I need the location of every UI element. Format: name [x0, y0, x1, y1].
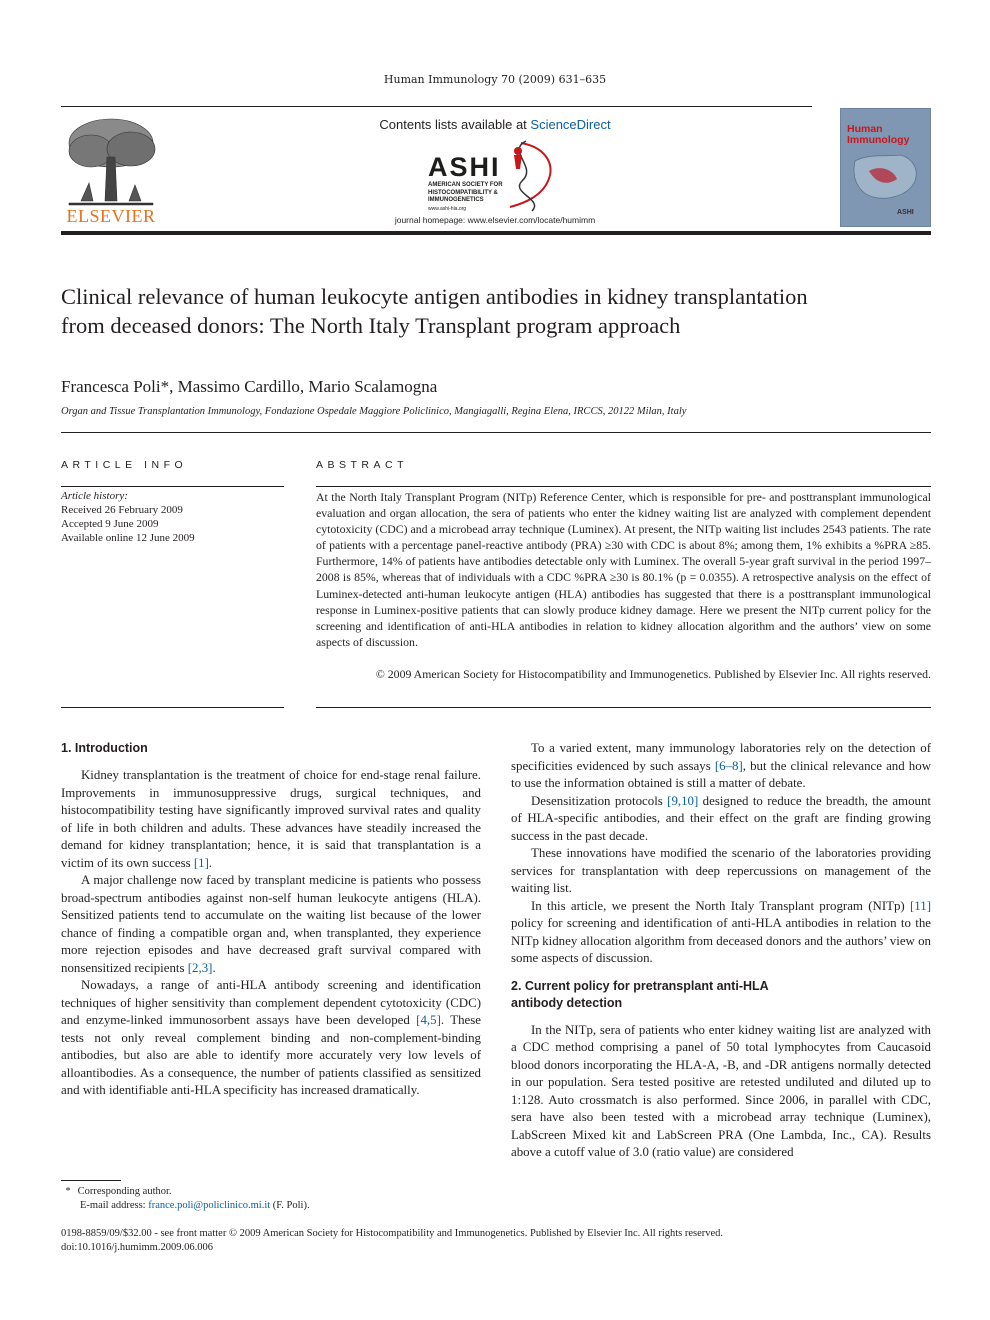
abstract-heading: ABSTRACT	[316, 459, 409, 471]
masthead-rule	[61, 231, 931, 235]
email-suffix: (F. Poli).	[270, 1200, 310, 1211]
corresponding-author: Corresponding author.	[77, 1186, 172, 1197]
paragraph: To a varied extent, many immunology laboratories rely on the detection of specificities evidenced by such assays [6–8], but the clinical relevance and how to use the information obtained is still a matter of debate.	[511, 741, 931, 790]
journal-homepage[interactable]: journal homepage: www.elsevier.com/locate/humimm	[394, 215, 596, 225]
ashi-society-name: AMERICAN SOCIETY FOR HISTOCOMPATIBILITY & IMMUNOGENETICS	[428, 182, 503, 203]
footnote-rule	[61, 1180, 121, 1181]
paragraph: In the NITp, sera of patients who enter kidney waiting list are analyzed with a CDC method comprising a panel of 50 total lymphocytes from Caucasoid blood donors incorporating the HLA-A, -B, and -DR antigens normally detected in our population. Sera tested positive are retested undiluted and diluted up to 1:128. Auto crossmatch is also performed. Since 2006, in parallel with CDC, sera have also been tested with a microbead array technique (Luminex), LabScreen Mixed kit and LabScreen PRA (One Lambda, Inc., CA). Results above a cutoff value of 3.0 (ratio value) are considered	[511, 1022, 931, 1159]
citation-link[interactable]: [6–8]	[714, 758, 743, 773]
paragraph: These innovations have modified the scenario of the laboratories providing services for transplantation with deep repercussions on management of the waiting list.	[511, 846, 931, 895]
citation-link[interactable]: [2,3]	[187, 960, 213, 975]
sciencedirect-link[interactable]: ScienceDirect	[530, 117, 611, 132]
footnote-marker: *	[65, 1186, 71, 1197]
accepted-date: Accepted 9 June 2009	[61, 518, 159, 530]
paragraph: Nowadays, a range of anti-HLA antibody screening and identification techniques of higher sensitivity than complement dependent cytotoxicity (CDC) and enzyme-linked immunosorbent assays have been developed [4,5]. These tests not only reveal complement binding and non-complement-binding antibodies, but also are able to identify more accurately very low levels of alloantibodies. As a consequence, the number of patients classified as sensitized and with identifiable anti-HLA specificity has increased dramatically.	[61, 978, 481, 1097]
abstract-end-rule	[316, 707, 931, 708]
abstract-rule	[316, 486, 931, 487]
article-authors: Francesca Poli*, Massimo Cardillo, Mario Scalamogna	[61, 377, 438, 396]
elsevier-wordmark: ELSEVIER	[66, 206, 156, 226]
doi-link[interactable]: doi:10.1016/j.humimm.2009.06.006	[61, 1242, 213, 1253]
citation-link[interactable]: [1]	[193, 855, 209, 870]
received-date: Received 26 February 2009	[61, 504, 183, 516]
author-affiliation: Organ and Tissue Transplantation Immunology, Fondazione Ospedale Maggiore Policlinico, Mangiagalli, Regina Elena, IRCCS, 20122 Milan, Italy	[61, 406, 687, 417]
cover-illustration	[849, 151, 923, 203]
paragraph: Kidney transplantation is the treatment of choice for end-stage renal failure. Improvements in immunosuppressive drugs, surgical techniques, and histocompatibility testing have significantly improved survival rates and quality of life in both children and adults. These advances have steadily increased the demand for kidney transplantation; hence, it is said that transplantation is a victim of its own success [1].	[61, 768, 481, 870]
abstract-text: At the North Italy Transplant Program (NITp) Reference Center, which is responsible for pre- and posttransplant immunological evaluation and organ allocation, the sera of patients who enter the kidney waiting list are analyzed with complement dependent cytotoxicity (CDC) and a microbead array technique (Luminex). At present, the NITp waiting list includes 2543 patients. The rate of patients with a percentage panel-reactive antibody (PRA) ≥30 with CDC is about 8%; among them, 1% exhibits a %PRA ≥85. Furthermore, 14% of patients have antibodies detectable only with Luminex. The overall 5-year graft survival in the period 1997–2008 is 85%, whereas that of individuals with a CDC %PRA ≥30 is 80.1% (p = 0.0355). A retrospective analysis on the effect of Luminex-detected anti-human leukocyte antigen (HLA) antibodies has suggested that there is a posttransplant immunological response in Luminex-positive patients that can slowly produce kidney damage. Here we present the NITp current policy for the screening and identification of anti-HLA antibodies in relation to kidney allocation algorithm and the authors’ view on some aspects of discussion.	[316, 490, 931, 649]
issn-line: 0198-8859/09/$32.00 - see front matter © 2009 American Society for Histocompatibility and Immunogenetics. Published by Elsevier Inc. All rights reserved.	[61, 1228, 724, 1239]
online-date: Available online 12 June 2009	[61, 532, 195, 544]
section-heading-introduction: 1. Introduction	[61, 741, 148, 755]
paragraph: Desensitization protocols [9,10] designed to reduce the breadth, the amount of HLA-specific antibodies, and their effect on the graft are finding growing success in the past decade.	[511, 793, 931, 843]
cover-title: Human Immunology	[847, 123, 910, 146]
article-info-rule	[61, 486, 284, 487]
paragraph: A major challenge now faced by transplant medicine is patients who possess broad-spectrum antibodies against non-self human leukocyte antigens (HLA). Sensitized patients tend to accumulate on the waiting list because of the lower chance of finding a compatible organ and, when transplanted, they experience more rejection episodes and have decreased graft survival compared with nonsensitized recipients [2,3].	[61, 873, 481, 975]
contents-line	[300, 117, 690, 132]
article-title: Clinical relevance of human leukocyte antigen antibodies in kidney transplantation from deceased donors: The North Italy Transplant program approach	[61, 284, 808, 338]
section-heading-current-policy: 2. Current policy for pretransplant anti-HLA antibody detection	[511, 978, 769, 1010]
header-rule	[61, 106, 812, 107]
body-column-right	[511, 740, 931, 1162]
cover-ashi-logo: ASHI	[897, 209, 914, 216]
contents-prefix: Contents lists available at	[379, 117, 531, 132]
article-history	[61, 489, 195, 545]
email-link[interactable]: france.poli@policlinico.mi.it	[148, 1200, 271, 1211]
journal-cover	[840, 108, 931, 227]
article-info-end-rule	[61, 707, 284, 708]
citation-link[interactable]: [4,5]	[416, 1013, 441, 1027]
body-column-left	[61, 740, 481, 1100]
abstract-copyright: © 2009 American Society for Histocompatibility and Immunogenetics. Published by Elsevier Inc. All rights reserved.	[375, 667, 931, 681]
article-info-heading: ARTICLE INFO	[61, 459, 188, 471]
front-matter-footer	[61, 1227, 723, 1255]
ashi-logo-text: ASHI	[428, 152, 501, 182]
footnote	[61, 1185, 310, 1213]
affiliation-rule	[61, 432, 931, 433]
ashi-url: www.ashi-hla.org	[428, 206, 467, 212]
citation-link[interactable]: [9,10]	[667, 793, 699, 808]
journal-reference: Human Immunology 70 (2009) 631–635	[383, 73, 607, 86]
email-label: E-mail address:	[80, 1200, 149, 1211]
history-label: Article history:	[61, 490, 128, 502]
citation-link[interactable]: [11]	[910, 898, 931, 913]
paragraph: In this article, we present the North Italy Transplant program (NITp) [11] policy for screening and identification of anti-HLA antibodies in relation to the NITp kidney allocation algorithm from deceased donors and the authors’ view on some aspects of discussion.	[511, 898, 931, 965]
